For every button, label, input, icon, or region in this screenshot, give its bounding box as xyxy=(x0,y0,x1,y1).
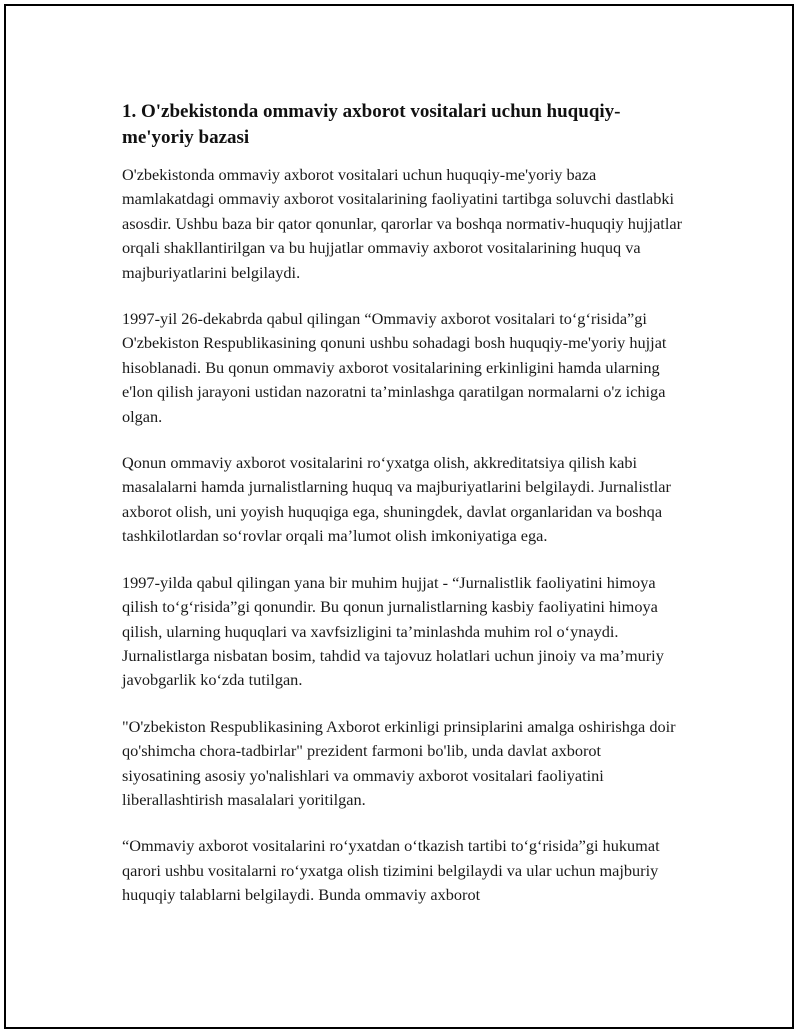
section-heading: 1. O'zbekistonda ommaviy axborot vositalari uchun huquqiy-me'yoriy bazasi xyxy=(122,101,621,148)
paragraph-1: O'zbekistonda ommaviy axborot vositalari uchun huquqiy-me'yoriy baza mamlakatdagi ommaviy axborot vositalarining faoliyatini tartibga soluvchi dastlabki asosdir. Ushbu baza bir qator qonunlar, qarorlar va boshqa normativ-huquqiy hujjatlar orqali shakllantirilgan va bu hujjatlar ommaviy axborot vositalarining huquq va majburiyatlarini belgilaydi. xyxy=(122,165,683,282)
paragraph-5: "O'zbekiston Respublikasining Axborot erkinligi prinsiplarini amalga oshirishga doir qo'shimcha chora-tadbirlar" prezident farmoni bo'lib, unda davlat axborot siyosatining asosiy yo'nalishlari va ommaviy axborot vositalari faoliyatini liberallashtirish masalalari yoritilgan. xyxy=(122,716,676,809)
paragraph-6: “Ommaviy axborot vositalarini ro‘yxatdan o‘tkazish tartibi to‘g‘risida”gi hukumat qarori ushbu vositalarni ro‘yxatga olish tizimini belgilaydi va ular uchun majburiy huquqiy talablarni belgilaydi. Bunda ommaviy axborot xyxy=(122,836,660,905)
page-frame xyxy=(4,4,794,1029)
document-body xyxy=(122,99,682,930)
paragraph-4: 1997-yilda qabul qilingan yana bir muhim hujjat - “Jurnalistlik faoliyatini himoya qilish to‘g‘risida”gi qonundir. Bu qonun jurnalistlarning kasbiy faoliyatini himoya qilish, ularning huquqlari va xavfsizligini ta’minlashda muhim rol o‘ynaydi. Jurnalistlarga nisbatan bosim, tahdid va tajovuz holatlari uchun jinoiy va ma’muriy javobgarlik ko‘zda tutilgan. xyxy=(122,572,664,690)
paragraph-2: 1997-yil 26-dekabrda qabul qilingan “Ommaviy axborot vositalari to‘g‘risida”gi O'zbekiston Respublikasining qonuni ushbu sohadagi bosh huquqiy-me'yoriy hujjat hisoblanadi. Bu qonun ommaviy axborot vositalarining erkinligini hamda ularning e'lon qilish jarayoni ustidan nazoratni ta’minlashga qaratilgan normalarni o'z ichiga olgan. xyxy=(122,309,667,426)
paragraph-3: Qonun ommaviy axborot vositalarini ro‘yxatga olish, akkreditatsiya qilish kabi masalalarni hamda jurnalistlarning huquq va majburiyatlarini belgilaydi. Jurnalistlar axborot olish, uni yoyish huquqiga ega, shuningdek, davlat organlaridan va boshqa tashkilotlardan so‘rovlar orqali ma’lumot olish imkoniyatiga ega. xyxy=(122,453,671,546)
